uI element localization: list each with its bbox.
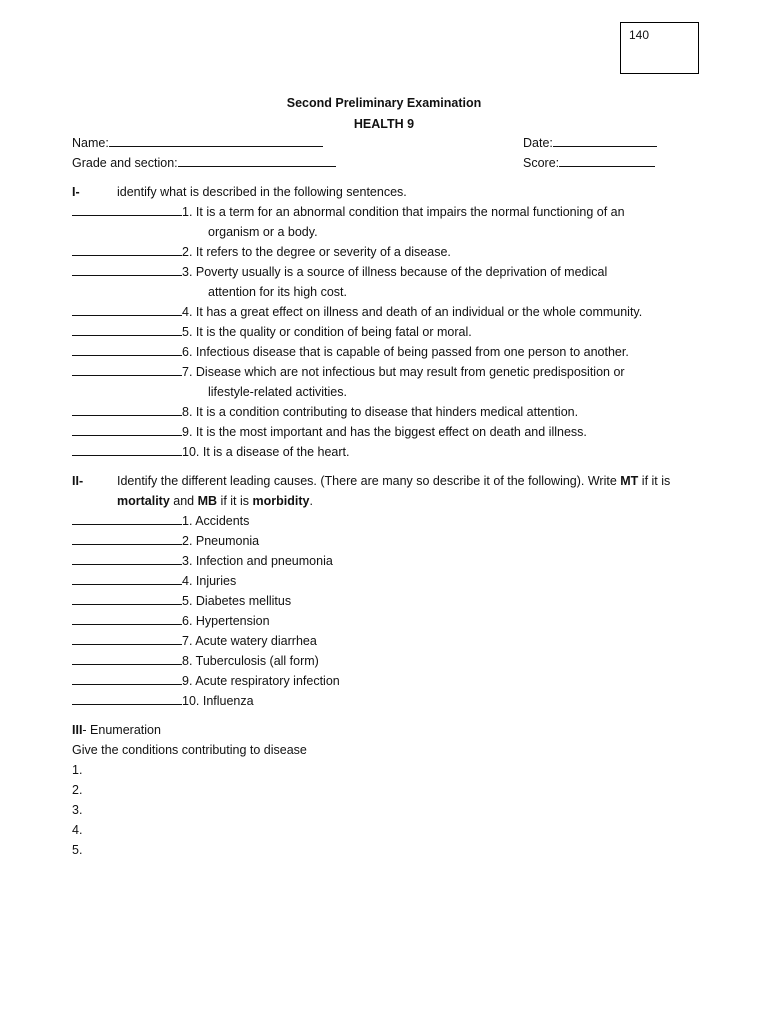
part2-item-text: 5. Diabetes mellitus (182, 594, 292, 608)
answer-blank[interactable] (72, 613, 182, 625)
part2-item (72, 693, 254, 709)
part2-instruction-b: if it is (638, 474, 671, 488)
part3-title: - Enumeration (82, 723, 161, 737)
part1-numeral: I- (72, 185, 80, 199)
answer-blank[interactable] (72, 633, 182, 645)
part2-item-text: 4. Injuries (182, 574, 237, 588)
part3-instruction: Give the conditions contributing to disease (72, 743, 307, 757)
part3-item: 3. (72, 803, 83, 817)
grade-field[interactable] (72, 155, 336, 171)
part2-item (72, 553, 333, 569)
part1-item-text: 3. Poverty usually is a source of illness because of the deprivation of medical (182, 265, 608, 279)
part2-item (72, 533, 259, 549)
part1-item (72, 264, 607, 280)
answer-blank[interactable] (72, 424, 182, 436)
date-field[interactable] (523, 135, 657, 151)
part1-item-continuation: attention for its high cost. (208, 285, 347, 299)
part1-item-text: 8. It is a condition contributing to disease that hinders medical attention. (182, 405, 579, 419)
part2-item (72, 593, 291, 609)
part2-item (72, 653, 319, 669)
date-label: Date: (523, 136, 553, 150)
part2-item-text: 3. Infection and pneumonia (182, 554, 333, 568)
exam-title: Second Preliminary Examination (286, 96, 482, 110)
part1-item (72, 344, 629, 360)
part1-item-text: 5. It is the quality or condition of being fatal or moral. (182, 325, 472, 339)
part3-numeral: III (72, 723, 83, 737)
answer-blank[interactable] (72, 553, 182, 565)
answer-blank[interactable] (72, 513, 182, 525)
exam-subject: HEALTH 9 (353, 117, 415, 131)
answer-blank[interactable] (72, 404, 182, 416)
name-blank[interactable] (109, 135, 323, 147)
part1-item-continuation: lifestyle-related activities. (208, 385, 347, 399)
part2-item (72, 513, 249, 529)
part1-item-text: 2. It refers to the degree or severity of a disease. (182, 245, 451, 259)
part1-item-text: 6. Infectious disease that is capable of being passed from one person to another. (182, 345, 629, 359)
part2-period: . (309, 494, 313, 508)
part2-item-text: 6. Hypertension (182, 614, 270, 628)
answer-blank[interactable] (72, 593, 182, 605)
part2-item-text: 8. Tuberculosis (all form) (182, 654, 319, 668)
part1-item (72, 324, 472, 340)
part2-item-text: 9. Acute respiratory infection (182, 674, 340, 688)
part1-item (72, 244, 451, 260)
answer-blank[interactable] (72, 264, 182, 276)
part3-item: 4. (72, 823, 83, 837)
part1-item-text: 10. It is a disease of the heart. (182, 445, 350, 459)
answer-blank[interactable] (72, 533, 182, 545)
answer-blank[interactable] (72, 653, 182, 665)
grade-blank[interactable] (178, 155, 336, 167)
part1-item-text: 1. It is a term for an abnormal condition that impairs the normal functioning of an (182, 205, 625, 219)
score-blank[interactable] (559, 155, 655, 167)
part1-item (72, 444, 349, 460)
part2-item-text: 10. Influenza (182, 694, 254, 708)
part1-item (72, 424, 587, 440)
part1-item (72, 364, 625, 380)
answer-blank[interactable] (72, 244, 182, 256)
part3-item: 2. (72, 783, 83, 797)
part1-item-text: 9. It is the most important and has the biggest effect on death and illness. (182, 425, 587, 439)
answer-blank[interactable] (72, 444, 182, 456)
part2-morbidity: morbidity (252, 494, 310, 508)
part2-item-text: 1. Accidents (182, 514, 250, 528)
name-field[interactable] (72, 135, 323, 151)
part2-item (72, 613, 270, 629)
part3-item: 5. (72, 843, 83, 857)
grade-label: Grade and section: (72, 156, 178, 170)
answer-blank[interactable] (72, 364, 182, 376)
part2-item-text: 7. Acute watery diarrhea (182, 634, 317, 648)
answer-blank[interactable] (72, 573, 182, 585)
part2-item (72, 673, 340, 689)
part1-item (72, 204, 625, 220)
part3-item: 1. (72, 763, 83, 777)
part2-item (72, 633, 317, 649)
name-label: Name: (72, 136, 109, 150)
part2-instruction-line1 (117, 473, 670, 489)
answer-blank[interactable] (72, 304, 182, 316)
score-box-value: 140 (629, 28, 650, 42)
part1-item (72, 304, 642, 320)
part1-instruction: identify what is described in the following sentences. (117, 185, 407, 199)
answer-blank[interactable] (72, 673, 182, 685)
score-box (620, 22, 699, 74)
part1-item-text: 7. Disease which are not infectious but may result from genetic predisposition or (182, 365, 625, 379)
score-label: Score: (523, 156, 560, 170)
part2-if-it-is: if it is (217, 494, 253, 508)
part2-and: and (169, 494, 198, 508)
part2-mortality: mortality (117, 494, 170, 508)
part1-item (72, 404, 578, 420)
score-field[interactable] (523, 155, 655, 171)
date-blank[interactable] (553, 135, 657, 147)
part3-heading (72, 722, 161, 738)
part2-mt: MT (620, 474, 639, 488)
part2-instruction-line2 (117, 493, 313, 509)
part2-item-text: 2. Pneumonia (182, 534, 260, 548)
answer-blank[interactable] (72, 693, 182, 705)
answer-blank[interactable] (72, 344, 182, 356)
answer-blank[interactable] (72, 324, 182, 336)
part2-instruction-a: Identify the different leading causes. (There are many so describe it of the following). Write (117, 474, 621, 488)
part2-mb: MB (197, 494, 218, 508)
part1-item-text: 4. It has a great effect on illness and death of an individual or the whole community. (182, 305, 643, 319)
answer-blank[interactable] (72, 204, 182, 216)
part2-item (72, 573, 236, 589)
part1-item-continuation: organism or a body. (208, 225, 318, 239)
part2-numeral: II- (72, 474, 84, 488)
